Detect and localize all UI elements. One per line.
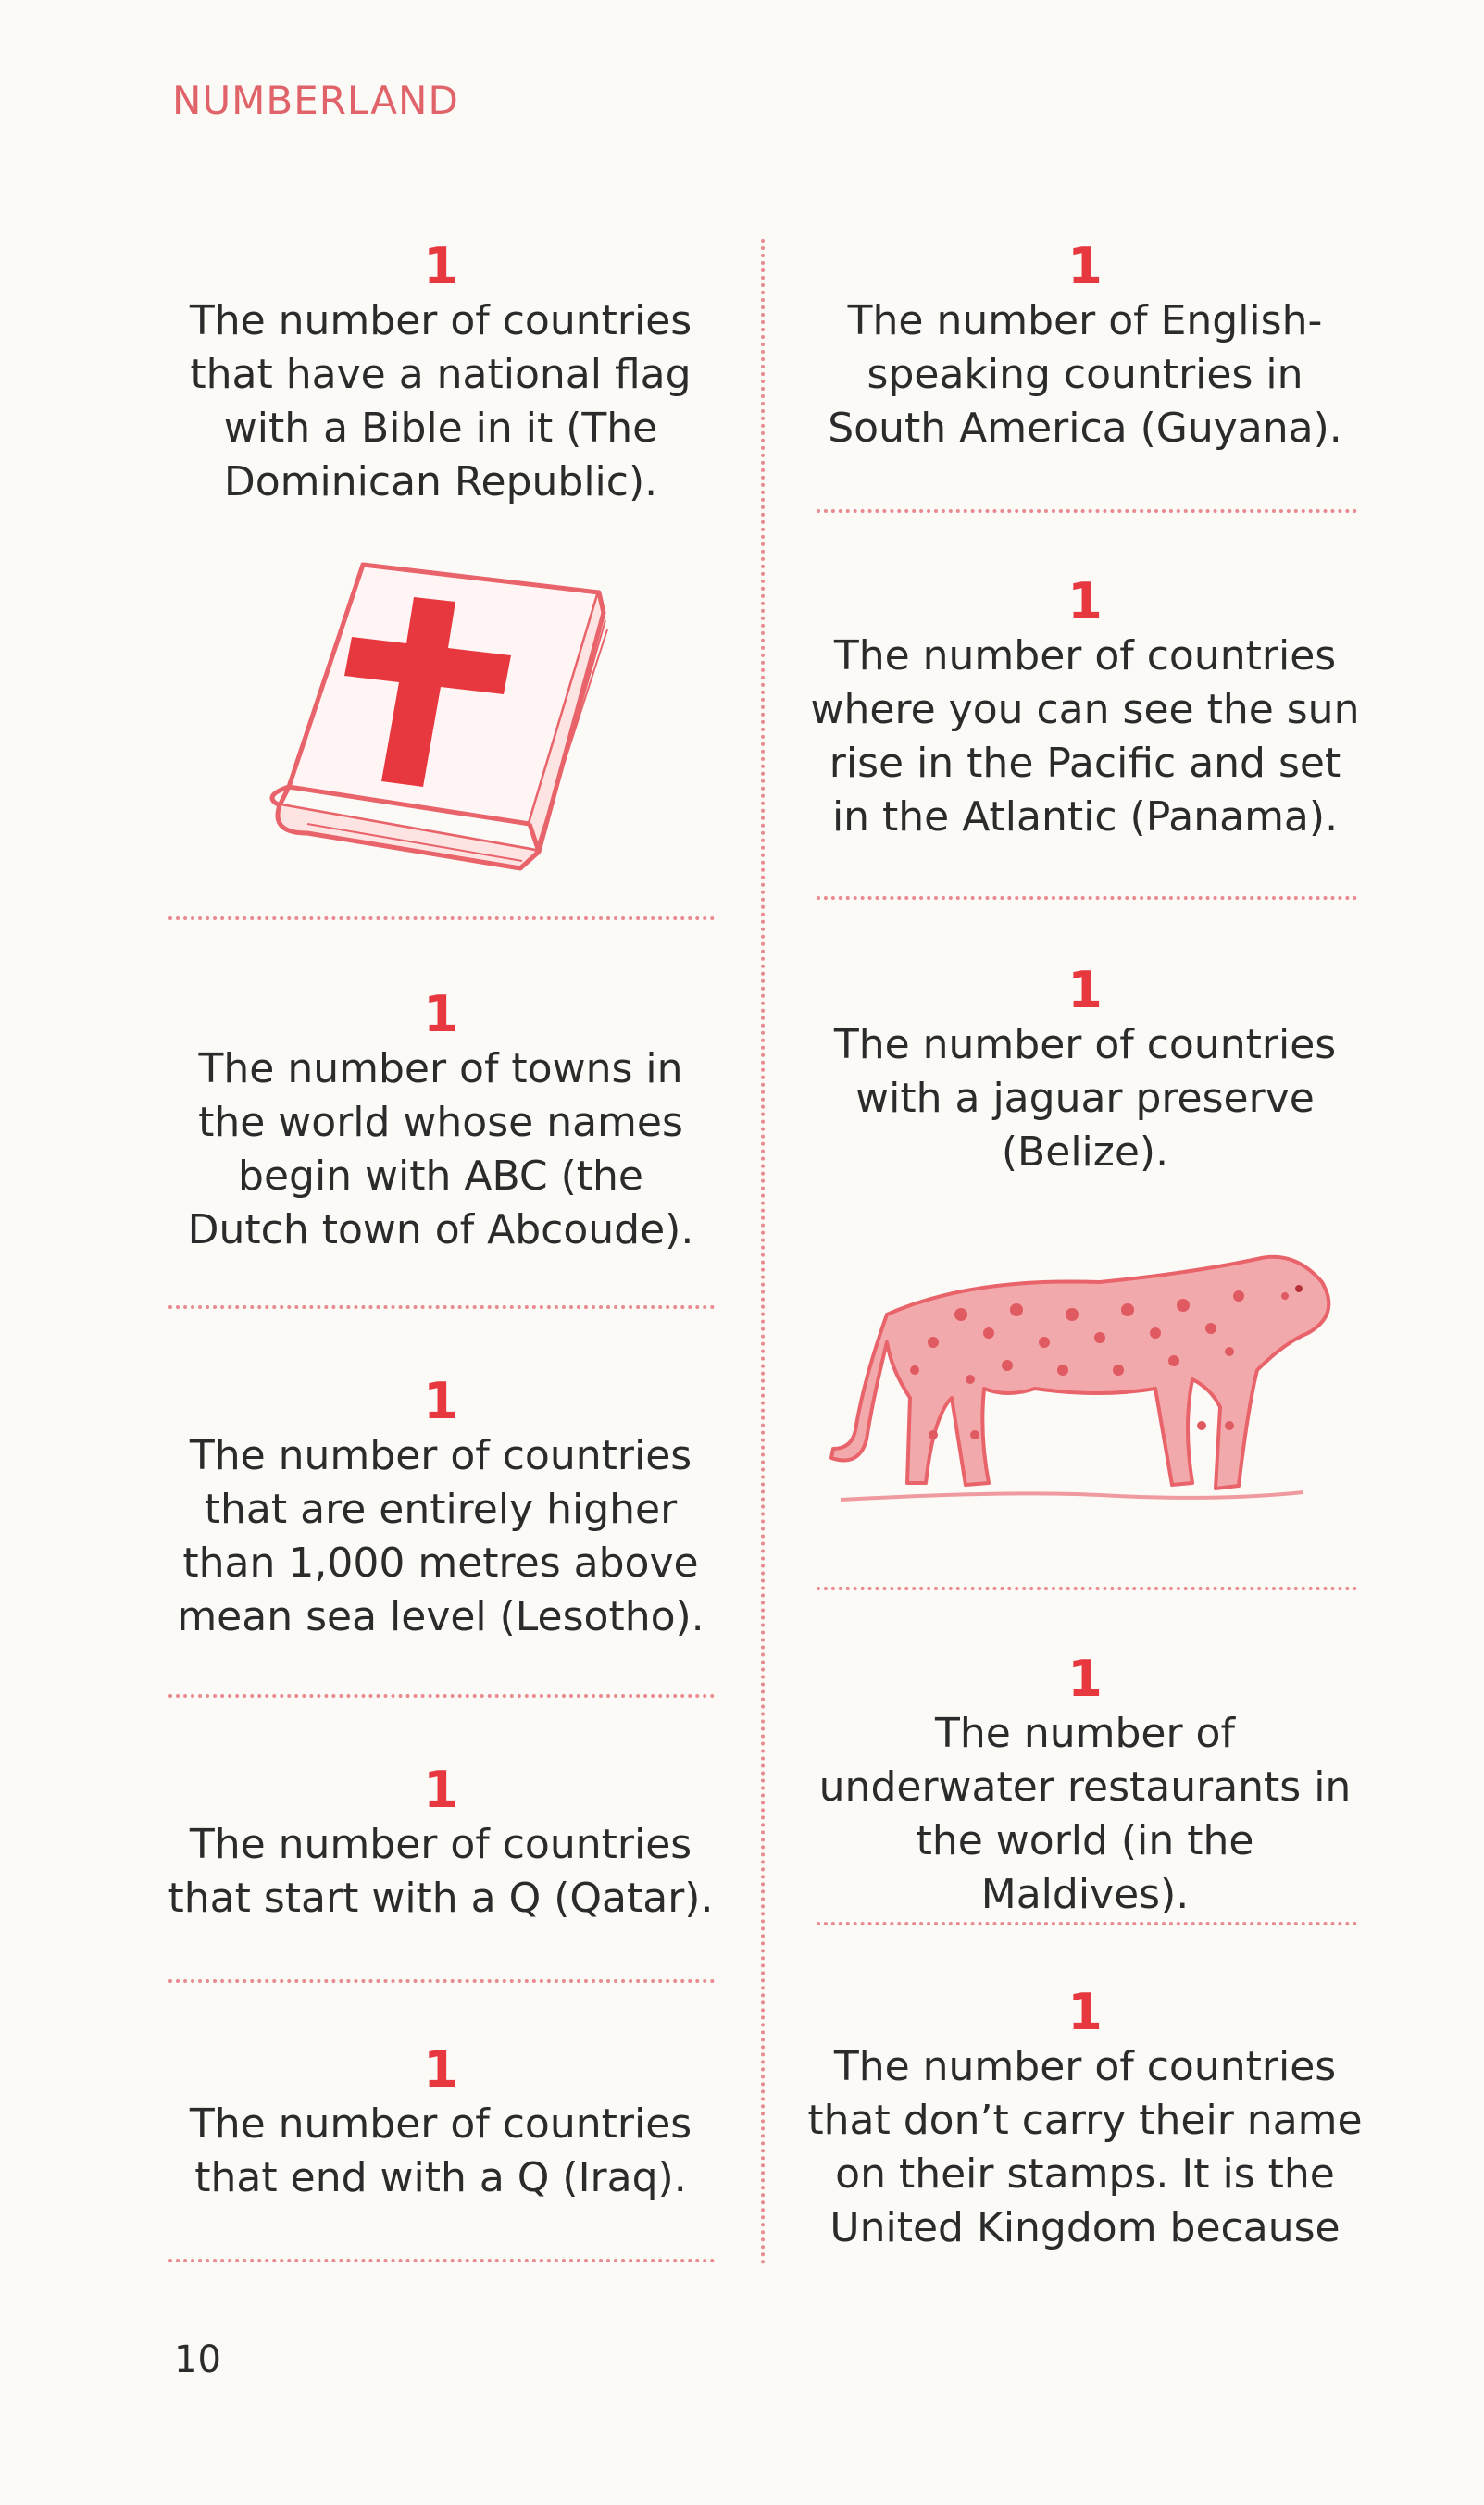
fact-left-1	[163, 239, 718, 509]
fact-left-3	[163, 1374, 718, 1644]
fact-number: 1	[1067, 961, 1103, 1019]
fact-separator	[168, 1979, 715, 1983]
section-title: NUMBERLAND	[172, 78, 459, 123]
fact-text: The number of countries with a jaguar preserve (Belize).	[833, 1021, 1337, 1176]
fact-number: 1	[423, 1761, 458, 1819]
fact-text: The number of countries where you can see the sun rise in the Pacific and set in the Atlantic (Panama).	[810, 632, 1360, 841]
fact-number: 1	[1067, 1650, 1103, 1708]
fact-number: 1	[1067, 1983, 1103, 2041]
fact-separator	[168, 916, 715, 920]
fact-right-1	[807, 239, 1363, 455]
fact-text: The number of towns in the world whose names begin with ABC (the Dutch town of Abcoude).	[187, 1045, 694, 1253]
fact-text: The number of countries that start with a Q (Qatar).	[168, 1821, 714, 1922]
fact-number: 1	[1067, 572, 1103, 630]
fact-right-2	[807, 574, 1363, 844]
fact-left-5	[163, 2042, 718, 2205]
fact-number: 1	[423, 1372, 458, 1430]
fact-text: The number of countries that are entirely higher than 1,000 metres above mean sea level (Lesotho).	[177, 1432, 705, 1640]
fact-separator	[817, 509, 1357, 513]
fact-right-3	[807, 963, 1363, 1179]
fact-number: 1	[423, 985, 458, 1043]
fact-text: The number of countries that don’t carry their name on their stamps. It is the United Kingdom because	[807, 2043, 1363, 2251]
fact-separator	[168, 1694, 715, 1698]
fact-right-4	[807, 1651, 1363, 1922]
fact-separator	[168, 2259, 715, 2262]
fact-text: The number of countries that have a national flag with a Bible in it (The Dominican Republic).	[189, 297, 692, 505]
fact-separator	[817, 1587, 1357, 1590]
fact-text: The number of countries that end with a Q (Iraq).	[189, 2100, 692, 2201]
fact-text: The number of underwater restaurants in the world (in the Maldives).	[818, 1710, 1352, 1918]
fact-separator	[817, 896, 1357, 900]
fact-right-5	[807, 1985, 1363, 2255]
fact-number: 1	[423, 2040, 458, 2099]
fact-separator	[168, 1305, 715, 1309]
page-number: 10	[174, 2338, 221, 2381]
jaguar-icon	[822, 1240, 1341, 1518]
fact-number: 1	[423, 237, 458, 295]
fact-text: The number of English- speaking countries in South America (Guyana).	[828, 297, 1342, 452]
bible-icon	[252, 555, 613, 879]
fact-number: 1	[1067, 237, 1103, 295]
fact-left-2	[163, 987, 718, 1257]
column-divider	[761, 239, 765, 2266]
fact-left-4	[163, 1763, 718, 1925]
fact-separator	[817, 1922, 1357, 1925]
